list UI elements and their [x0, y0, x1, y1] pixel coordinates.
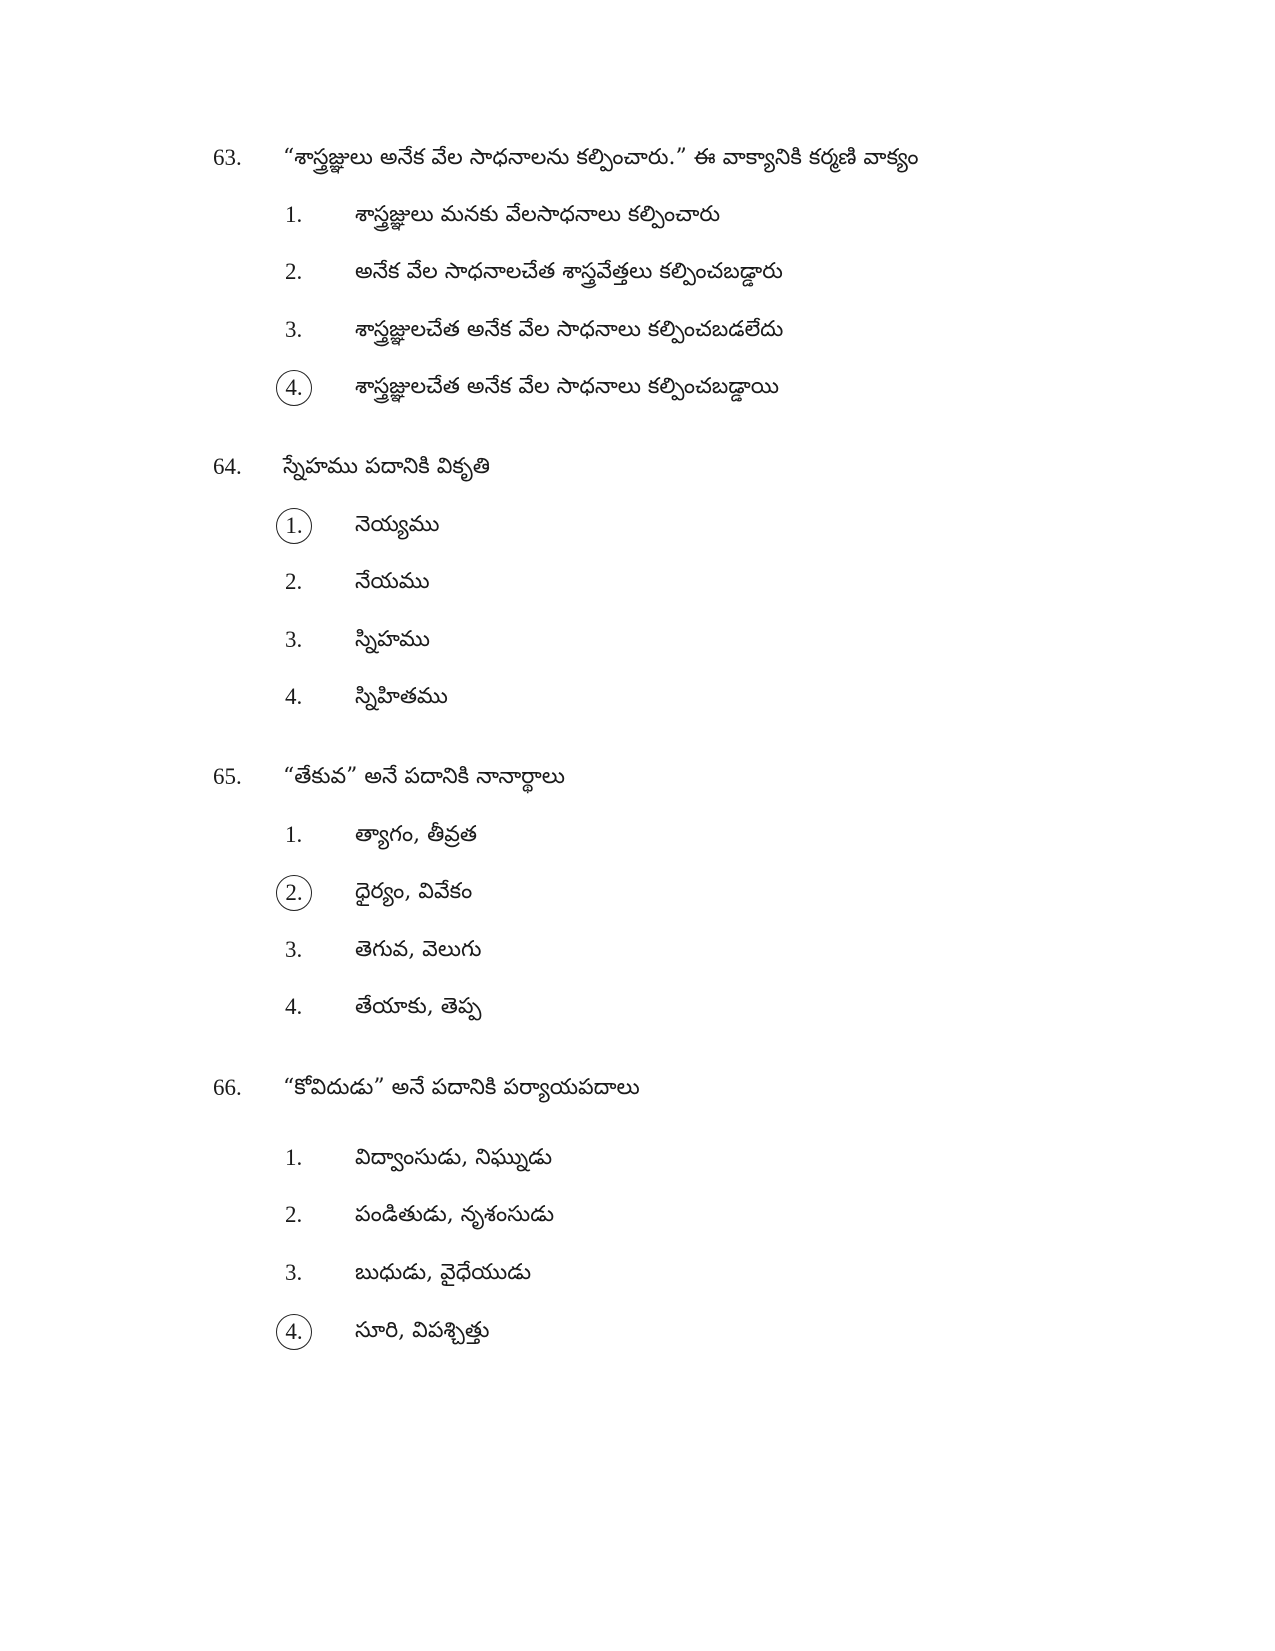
- option-text: శాస్త్రజ్ఞులచేత అనేక వేల సాధనాలు కల్పించబడ్డాయి: [355, 374, 780, 399]
- option-number: 2.: [285, 259, 303, 284]
- option-number: 4.: [285, 994, 303, 1019]
- question-number: 66.: [213, 1075, 242, 1100]
- question-number: 63.: [213, 145, 242, 170]
- option-text: త్యాగం, తీవ్రత: [355, 822, 478, 847]
- circled-answer-number: 2.: [276, 875, 312, 911]
- option-text: విద్వాంసుడు, నిఘ్నుడు: [355, 1145, 553, 1170]
- option-text: బుధుడు, వైధేయుడు: [355, 1260, 532, 1285]
- circled-answer-number: 1.: [276, 508, 312, 544]
- option-text: నెయ్యము: [355, 512, 440, 537]
- option-number: 2.: [285, 569, 303, 594]
- option-number: 3.: [285, 1260, 303, 1285]
- option-number: 2.: [285, 1202, 303, 1227]
- option-text: పండితుడు, నృశంసుడు: [355, 1202, 555, 1227]
- option-number: 3.: [285, 317, 303, 342]
- circled-answer-number: 4.: [276, 370, 312, 406]
- option-text: స్నిహము: [355, 627, 431, 652]
- option-text: అనేక వేల సాధనాలచేత శాస్త్రవేత్తలు కల్పించబడ్డారు: [355, 259, 783, 284]
- question-text: స్నేహము పదానికి వికృతి: [283, 454, 490, 479]
- circled-answer-number: 4.: [276, 1314, 312, 1350]
- option-number: 3.: [285, 937, 303, 962]
- option-text: శాస్త్రజ్ఞులు మనకు వేలసాధనాలు కల్పించారు: [355, 202, 721, 227]
- option-number: 1.: [285, 202, 303, 227]
- option-text: తేయాకు, తెప్ప: [355, 994, 482, 1019]
- option-number: 3.: [285, 627, 303, 652]
- option-text: సూరి, విపశ్చిత్తు: [355, 1318, 490, 1343]
- question-text: “శాస్త్రజ్ఞులు అనేక వేల సాధనాలను కల్పించారు.” ఈ వాక్యానికి కర్మణి వాక్యం: [283, 145, 919, 170]
- question-number: 64.: [213, 454, 242, 479]
- question-text: “కోవిదుడు” అనే పదానికి పర్యాయపదాలు: [283, 1075, 640, 1100]
- option-number: 1.: [285, 822, 303, 847]
- option-text: తెగువ, వెలుగు: [355, 937, 482, 962]
- question-number: 65.: [213, 764, 242, 789]
- option-number: 4.: [285, 684, 303, 709]
- question-text: “తేకువ” అనే పదానికి నానార్థాలు: [283, 764, 565, 789]
- option-text: ధైర్యం, వివేకం: [355, 879, 473, 904]
- option-text: శాస్త్రజ్ఞులచేత అనేక వేల సాధనాలు కల్పించబడలేదు: [355, 317, 784, 342]
- option-text: నేయము: [355, 569, 430, 594]
- option-text: స్నిహితము: [355, 684, 448, 709]
- option-number: 1.: [285, 1145, 303, 1170]
